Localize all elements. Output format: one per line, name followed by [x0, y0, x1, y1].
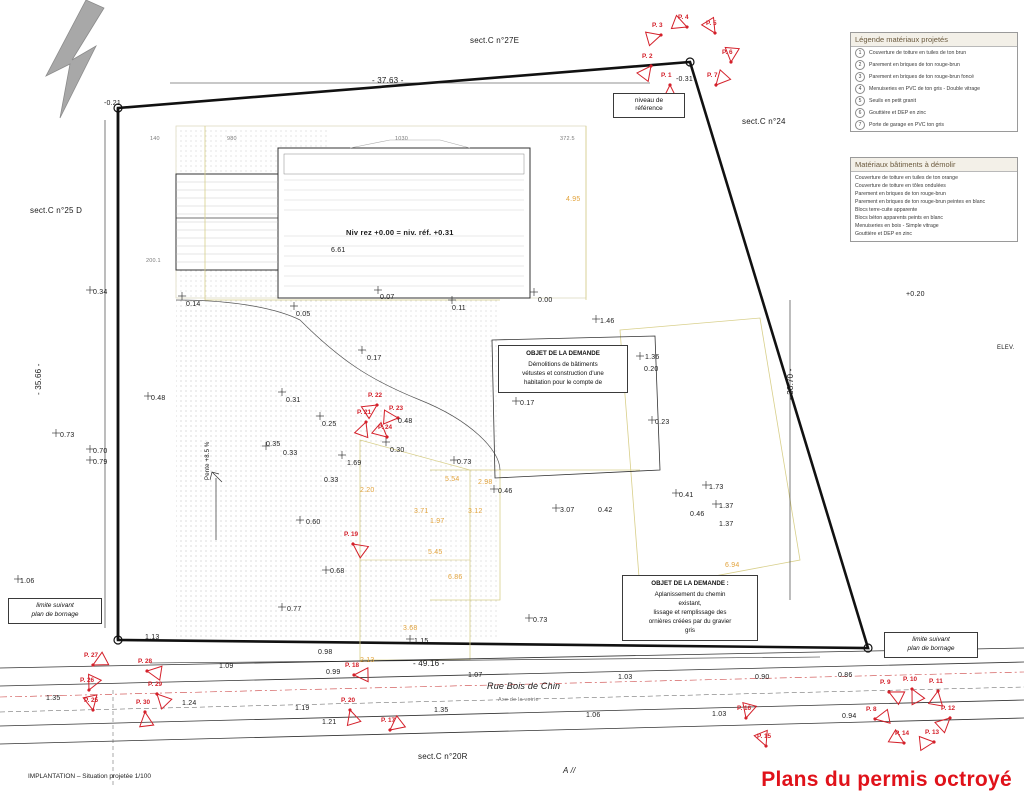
level-value: 1.24 [182, 700, 197, 707]
objet-demande-2-l3: lissage et remplissage des [653, 608, 727, 616]
photo-marker-cone [755, 742, 781, 764]
level-value: 0.35 [266, 441, 281, 448]
level-value: 0.25 [322, 421, 337, 428]
level-value: 0.00 [538, 297, 553, 304]
limite-right-line-1: limite suivant [912, 636, 950, 643]
implantation-label: IMPLANTATION – Situation projetée 1/100 [28, 773, 151, 780]
photo-marker-cone [735, 714, 761, 736]
legend-projected-row [851, 59, 1017, 71]
level-value: 0.73 [457, 459, 472, 466]
dim-left: - 35.66 - [34, 363, 43, 395]
level-value: 0.90 [755, 674, 770, 681]
level-value: +0.20 [906, 291, 925, 298]
level-value: 0.07 [380, 294, 395, 301]
photo-marker-label: P. 4 [678, 14, 689, 21]
level-value: 1.36 [645, 354, 660, 361]
limite-left-line-2: plan de bornage [31, 610, 79, 618]
limite-bornage-right [884, 632, 978, 658]
legend-number-badge: 5 [855, 96, 865, 106]
legend-item-label: Parement en briques de ton rouge-brun [869, 62, 960, 68]
photo-marker-label: P. 27 [84, 652, 99, 659]
level-value: 1.07 [468, 672, 483, 679]
slope-label: Pente +8.5 % [205, 441, 211, 480]
limite-right-line-2: plan de bornage [907, 644, 955, 652]
level-value: 1.73 [709, 484, 724, 491]
legend-demolish-item: Parement en briques de ton rouge-brun peintes en blanc [855, 199, 986, 205]
niveau-ref-line-2: référence [635, 105, 663, 113]
photo-marker-label: P. 13 [925, 729, 940, 736]
legend-demolish-item: Menuiseries en bois - Simple vitrage [855, 223, 939, 229]
level-value: 0.41 [679, 492, 694, 499]
objet-demande-2-l2: existant, [678, 599, 702, 607]
legend-projected-materials [850, 32, 1018, 132]
level-value: 1.35 [434, 707, 449, 714]
level-value: -0.31 [676, 76, 693, 83]
legend-item-label: Gouttière et DEP en zinc [869, 110, 926, 116]
level-value: 0.48 [398, 418, 413, 425]
legend-projected-row [851, 71, 1017, 83]
legend-number-badge: 6 [855, 108, 865, 118]
photo-marker-label: P. 25 [84, 697, 99, 704]
level-value: 0.42 [598, 507, 613, 514]
legend-demolish-item: Gouttière et DEP en zinc [855, 231, 912, 237]
photo-marker-cone [923, 738, 949, 760]
level-value-existing: 5.54 [445, 476, 460, 483]
level-value: 3.07 [560, 507, 575, 514]
photo-marker-cone [339, 706, 365, 728]
photo-marker-cone [901, 685, 927, 707]
street-sub: Axe de la voirie [498, 697, 539, 703]
street-name: Rue Bois de Chin [487, 681, 561, 691]
dim-top: - 37.63 - [372, 76, 404, 85]
photo-marker-label: P. 12 [941, 705, 956, 712]
building-dimension: 200.1 [146, 258, 161, 264]
level-value: 0.23 [655, 419, 670, 426]
photo-marker-label: P. 8 [866, 706, 877, 713]
level-value: 0.79 [93, 459, 108, 466]
level-value: 0.70 [93, 448, 108, 455]
photo-marker-label: P. 6 [722, 49, 733, 56]
photo-marker-cone [640, 62, 666, 84]
legend-number-badge: 4 [855, 84, 865, 94]
parcel-label-20r: sect.C n°20R [418, 752, 468, 761]
level-value: 1.35 [46, 695, 61, 702]
legend-item-label: Seuils en petit granit [869, 98, 917, 104]
legend-number-badge: 3 [855, 72, 865, 82]
level-value: 0.73 [60, 432, 75, 439]
legend-item-label: Porte de garage en PVC ton gris [869, 122, 944, 128]
photo-marker-label: P. 20 [341, 697, 356, 704]
photo-marker-cone [720, 58, 746, 80]
level-value: 0.77 [287, 606, 302, 613]
photo-marker-label: P. 10 [903, 676, 918, 683]
legend-demolish-item: Blocs terre-cuite apparente [855, 207, 918, 213]
objet-demande-2-box [622, 575, 758, 641]
photo-marker-label: P. 30 [136, 699, 151, 706]
level-value: 0.11 [452, 305, 466, 312]
legend-demolish-item: Blocs béton apparents peints en blanc [855, 215, 943, 221]
objet-demande-2-l5: gris [685, 626, 695, 634]
photo-marker-label: P. 5 [706, 20, 717, 27]
sheet-title: Plans du permis octroyé [761, 768, 1012, 791]
niv-rez-note: Niv rez +0.00 = niv. réf. +0.31 [346, 228, 454, 237]
photo-marker-cone [939, 714, 965, 736]
level-value-existing: 4.95 [566, 196, 581, 203]
level-value-existing: 2.20 [360, 487, 375, 494]
level-value-existing: 3.12 [468, 508, 483, 515]
photo-marker-label: P. 22 [368, 392, 383, 399]
legend-projected-row [851, 47, 1017, 59]
legend-demolish-title: Matériaux bâtiments à démolir [851, 158, 1017, 172]
level-value-existing: 6.86 [448, 574, 463, 581]
legend-number-badge: 1 [855, 48, 865, 58]
parcel-label-25d: sect.C n°25 D [30, 206, 83, 215]
photo-marker-label: P. 11 [929, 678, 943, 685]
photo-marker-label: P. 3 [652, 22, 663, 29]
photo-marker-cone [676, 23, 702, 45]
level-value: 0.98 [318, 649, 333, 656]
photo-marker-label: P. 19 [344, 531, 359, 538]
legend-number-badge: 7 [855, 120, 865, 130]
photo-marker-label: P. 9 [880, 679, 891, 686]
photo-marker-cone [134, 708, 160, 730]
legend-demolish-item: Parement en briques de ton rouge-brun [855, 191, 946, 197]
level-value: 0.17 [367, 355, 382, 362]
objet-demande-box [498, 345, 628, 393]
level-value: 0.94 [842, 713, 857, 720]
legend-projected-row [851, 119, 1017, 131]
niveau-ref-line-1: niveau de [634, 97, 664, 104]
legend-item-label: Parement en briques de ton rouge-brun foncé [869, 74, 974, 80]
photo-marker-label: P. 15 [757, 733, 772, 740]
legend-number-badge: 2 [855, 60, 865, 70]
level-value: 0.46 [690, 511, 705, 518]
limite-bornage-left [8, 598, 102, 624]
photo-marker-label: P. 2 [642, 53, 653, 60]
photo-marker-label: P. 1 [661, 72, 672, 79]
photo-marker-label: P. 7 [707, 72, 718, 79]
building-dimension: 140 [150, 136, 160, 142]
level-value: 0.73 [533, 617, 548, 624]
level-value: 1.37 [719, 521, 734, 528]
level-value: 0.33 [283, 450, 298, 457]
scale-note: A // [563, 766, 576, 775]
level-value: 1.37 [719, 503, 734, 510]
photo-marker-label: P. 18 [345, 662, 360, 669]
level-value: 0.33 [324, 477, 339, 484]
level-value-existing: 2.98 [478, 479, 493, 486]
level-value: 0.14 [186, 301, 201, 308]
level-value: 1.03 [618, 674, 633, 681]
photo-marker-cone [864, 715, 890, 737]
legend-item-label: Menuiseries en PVC de ton gris - Double vitrage [869, 86, 981, 92]
parcel-label-27e: sect.C n°27E [470, 36, 520, 45]
niveau-reference-box [613, 93, 685, 118]
legend-demolish-materials [850, 157, 1018, 242]
level-value: 0.05 [296, 311, 311, 318]
photo-marker-label: P. 21 [357, 409, 372, 416]
photo-marker-label: P. 26 [80, 677, 95, 684]
legend-item-label: Couverture de toiture en tuiles de ton brun [869, 50, 967, 56]
level-value: 0.99 [326, 669, 341, 676]
legend-projected-row [851, 95, 1017, 107]
legend-projected-row [851, 83, 1017, 95]
photo-marker-cone [342, 540, 368, 562]
level-value: 0.34 [93, 289, 108, 296]
level-value: 0.86 [838, 672, 853, 679]
objet-demande-l1: Démolitions de bâtiments [528, 360, 598, 368]
legend-projected-title: Légende matériaux projetés [851, 33, 1017, 47]
building-dimension: 980 [227, 136, 237, 142]
level-value-existing: 3.68 [403, 625, 418, 632]
level-value: 0.46 [498, 488, 513, 495]
photo-marker-cone [893, 739, 919, 761]
photo-marker-label: P. 29 [148, 681, 163, 688]
level-value: 1.13 [145, 634, 160, 641]
level-value: 0.31 [286, 397, 301, 404]
level-value: 0.20 [644, 366, 659, 373]
photo-marker-cone [650, 31, 676, 53]
photo-marker-label: P. 16 [737, 705, 752, 712]
photo-marker-cone [705, 81, 731, 103]
photo-marker-cone [82, 661, 108, 683]
level-value: 6.61 [331, 247, 346, 254]
parcel-label-24: sect.C n°24 [742, 117, 786, 126]
level-value: 1.21 [322, 719, 337, 726]
objet-demande-2-l1: Aplanissement du chemin [654, 590, 726, 598]
objet-demande-2-header: OBJET DE LA DEMANDE : [651, 580, 729, 587]
objet-demande-l2: vétustes et construction d'une [522, 369, 604, 377]
level-value: 0.30 [390, 447, 405, 454]
dim-bottom: - 49.16 - [413, 659, 445, 668]
level-value: 1.03 [712, 711, 727, 718]
objet-demande-header: OBJET DE LA DEMANDE [526, 350, 600, 357]
level-value: 1.46 [600, 318, 615, 325]
objet-demande-2-l4: ornières créées par du gravier [648, 617, 732, 625]
dim-right: - 38.70 - [786, 368, 795, 400]
legend-demolish-item: Couverture de toiture en tuiles de ton orange [855, 175, 958, 181]
level-value-existing: 2.13 [360, 657, 375, 664]
photo-marker-cone [78, 686, 104, 708]
photo-marker-label: P. 23 [389, 405, 404, 412]
building-dimension: 372.5 [560, 136, 575, 142]
level-value-existing: 1.97 [430, 518, 445, 525]
level-value: -0.21 [104, 100, 121, 107]
level-value: 1.15 [414, 638, 429, 645]
level-value: 0.60 [306, 519, 321, 526]
level-value: 0.48 [151, 395, 166, 402]
photo-marker-label: P. 24 [378, 424, 393, 431]
photo-marker-cone [343, 671, 369, 693]
level-value-existing: 3.71 [414, 508, 429, 515]
level-value-existing: 6.94 [725, 562, 740, 569]
photo-marker-cone [379, 726, 405, 748]
level-value: 1.69 [347, 460, 362, 467]
elevation-ref: ELEV. [997, 345, 1015, 351]
objet-demande-l3: habitation pour le compte de [523, 378, 603, 386]
level-value: 1.06 [586, 712, 601, 719]
legend-demolish-item: Couverture de toiture en tôles ondulées [855, 183, 946, 189]
level-value: 1.19 [295, 705, 310, 712]
photo-marker-cone [82, 706, 108, 728]
level-value-existing: 5.45 [428, 549, 443, 556]
level-value: 0.68 [330, 568, 345, 575]
building-dimension: 1030 [395, 136, 409, 142]
photo-marker-label: P. 14 [895, 730, 910, 737]
level-value: 1.09 [219, 663, 234, 670]
photo-marker-label: P. 28 [138, 658, 153, 665]
photo-marker-label: P. 17 [381, 717, 396, 724]
legend-projected-row [851, 107, 1017, 119]
level-value: 1.06 [20, 578, 35, 585]
level-value: 0.17 [520, 400, 535, 407]
limite-left-line-1: limite suivant [36, 602, 74, 609]
